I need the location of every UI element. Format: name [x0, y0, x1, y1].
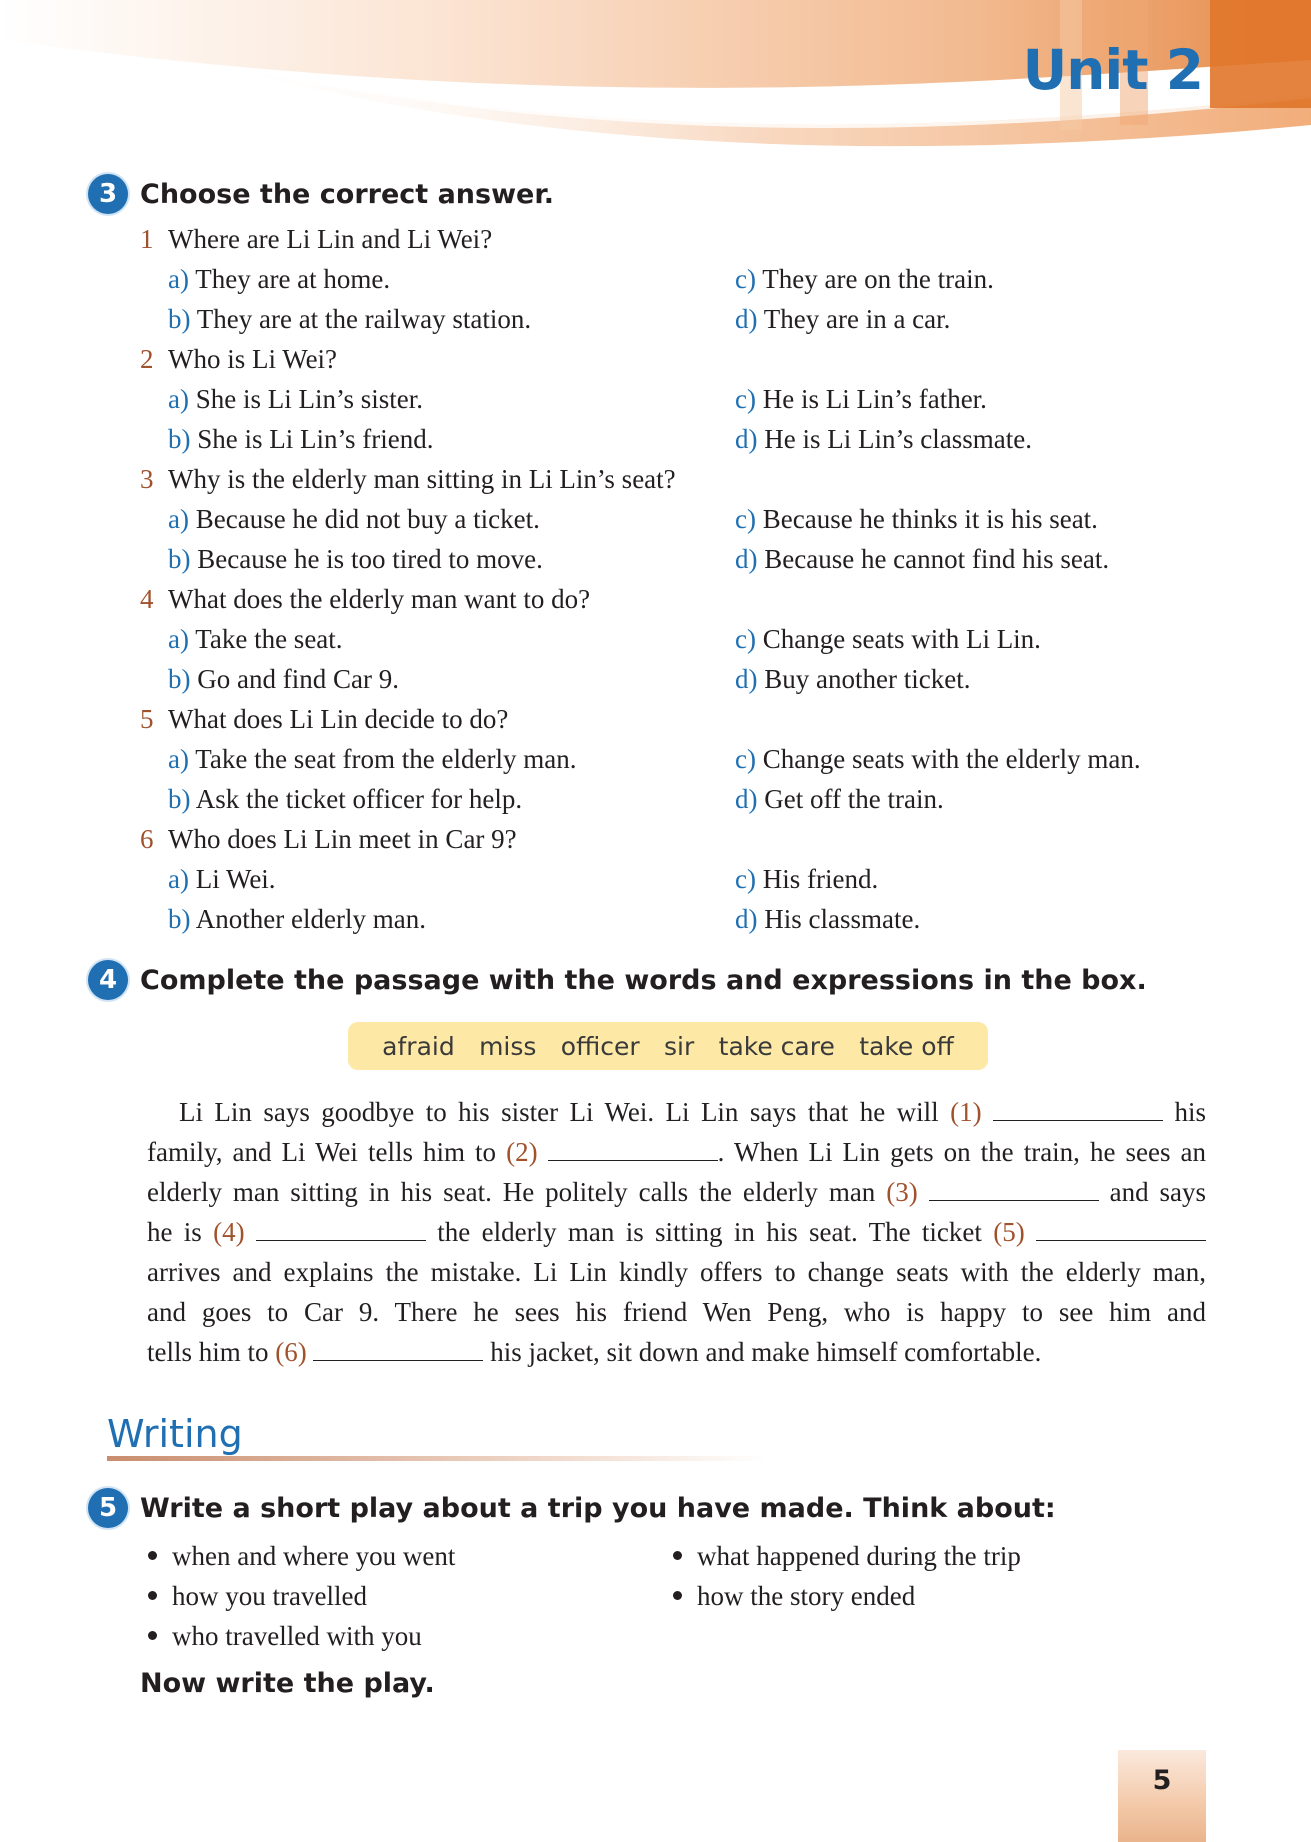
bullet-item — [148, 1536, 455, 1576]
option-letter: b) — [168, 304, 191, 334]
bullet-text: who travelled with you — [172, 1621, 422, 1651]
section-title: Write a short play about a trip you have made. Think about: — [140, 1492, 1056, 1524]
section-number-badge: 5 — [88, 1488, 128, 1528]
question-number: 6 — [140, 824, 154, 854]
question-4 — [140, 579, 590, 619]
bullet-text: how you travelled — [172, 1581, 367, 1611]
option-c — [735, 619, 1041, 659]
option-c — [735, 259, 994, 299]
question-number: 1 — [140, 224, 154, 254]
option-d — [735, 659, 970, 699]
option-text: He is Li Lin’s father. — [762, 384, 987, 414]
option-a — [168, 859, 276, 899]
option-b — [168, 659, 399, 699]
passage-text: tells him to — [147, 1337, 269, 1367]
option-text: Go and find Car 9. — [197, 664, 399, 694]
question-6 — [140, 819, 517, 859]
option-b — [168, 779, 522, 819]
passage-line — [147, 1092, 1206, 1132]
passage-text: elderly man sitting in his seat. He politely calls the elderly man — [147, 1177, 876, 1207]
option-text: They are on the train. — [762, 264, 994, 294]
option-letter: c) — [735, 624, 756, 654]
question-text: What does the elderly man want to do? — [168, 584, 591, 614]
bullet-dot — [673, 1591, 682, 1600]
bullet-text: how the story ended — [697, 1581, 916, 1611]
passage-line — [147, 1332, 1206, 1372]
bullet-item — [148, 1616, 422, 1656]
page-number-tab — [1118, 1750, 1206, 1842]
question-number: 2 — [140, 344, 154, 374]
section-5-header — [88, 1488, 1056, 1528]
option-letter: b) — [168, 424, 191, 454]
option-d — [735, 779, 944, 819]
option-text: They are at the railway station. — [196, 304, 532, 334]
option-d — [735, 419, 1032, 459]
option-text: She is Li Lin’s sister. — [195, 384, 423, 414]
option-text: Get off the train. — [764, 784, 944, 814]
option-text: Another elderly man. — [195, 904, 426, 934]
passage-text: the elderly man is sitting in his seat. The ticket — [437, 1217, 982, 1247]
option-text: Because he is too tired to move. — [197, 544, 543, 574]
question-number: 5 — [140, 704, 154, 734]
option-letter: d) — [735, 544, 758, 574]
option-text: Because he thinks it is his seat. — [762, 504, 1098, 534]
passage-text: his jacket, sit down and make himself comfortable. — [490, 1337, 1042, 1367]
blank-line — [256, 1213, 426, 1241]
passage-line — [147, 1132, 1206, 1172]
option-letter: a) — [168, 744, 189, 774]
word-item: miss — [479, 1031, 537, 1061]
bullet-dot — [673, 1551, 682, 1560]
word-item: sir — [664, 1031, 695, 1061]
option-a — [168, 379, 423, 419]
option-letter: b) — [168, 904, 191, 934]
option-letter: c) — [735, 384, 756, 414]
question-text: Who is Li Wei? — [168, 344, 338, 374]
question-3 — [140, 459, 676, 499]
bullet-item — [673, 1536, 1021, 1576]
option-b — [168, 539, 543, 579]
option-letter: d) — [735, 784, 758, 814]
option-b — [168, 899, 426, 939]
question-number: 3 — [140, 464, 154, 494]
option-c — [735, 499, 1098, 539]
passage-text: Li Lin says goodbye to his sister Li Wei. Li Lin says that he will — [179, 1097, 939, 1127]
blank-line — [313, 1333, 483, 1361]
word-item: officer — [560, 1031, 640, 1061]
option-letter: c) — [735, 864, 756, 894]
option-letter: d) — [735, 424, 758, 454]
option-letter: c) — [735, 504, 756, 534]
option-letter: c) — [735, 744, 756, 774]
option-letter: d) — [735, 304, 758, 334]
bullet-text: what happened during the trip — [697, 1541, 1021, 1571]
question-text: Who does Li Lin meet in Car 9? — [168, 824, 517, 854]
option-c — [735, 379, 987, 419]
option-a — [168, 499, 540, 539]
question-text: Why is the elderly man sitting in Li Lin’s seat? — [168, 464, 676, 494]
option-text: Change seats with Li Lin. — [762, 624, 1041, 654]
question-1 — [140, 219, 492, 259]
question-text: Where are Li Lin and Li Wei? — [168, 224, 493, 254]
option-text: His friend. — [762, 864, 879, 894]
option-letter: d) — [735, 664, 758, 694]
passage-text: . When Li Lin gets on the train, he sees an — [717, 1137, 1207, 1167]
unit-title: Unit 2 — [1022, 38, 1203, 102]
passage-text: his — [1174, 1097, 1207, 1127]
option-text: Li Wei. — [195, 864, 276, 894]
word-box — [348, 1022, 988, 1070]
bullet-item — [148, 1576, 367, 1616]
bullet-dot — [148, 1631, 157, 1640]
option-letter: b) — [168, 784, 191, 814]
option-text: Take the seat. — [195, 624, 343, 654]
option-letter: b) — [168, 544, 191, 574]
option-d — [735, 899, 920, 939]
option-letter: b) — [168, 664, 191, 694]
option-a — [168, 619, 343, 659]
passage-line — [147, 1172, 1206, 1212]
option-text: Because he did not buy a ticket. — [195, 504, 540, 534]
question-text: What does Li Lin decide to do? — [168, 704, 509, 734]
option-text: His classmate. — [764, 904, 921, 934]
section-title: Choose the correct answer. — [140, 178, 555, 210]
bullet-text: when and where you went — [172, 1541, 456, 1571]
option-text: She is Li Lin’s friend. — [197, 424, 434, 454]
option-a — [168, 259, 390, 299]
passage-line: and goes to Car 9. There he sees his friend Wen Peng, who is happy to see him and — [147, 1297, 1206, 1327]
section-number-badge: 4 — [88, 960, 128, 1000]
blank-label: (5) — [993, 1217, 1025, 1247]
header-banner — [0, 0, 1311, 160]
word-item: take care — [718, 1031, 835, 1061]
option-text: Take the seat from the elderly man. — [195, 744, 577, 774]
option-text: Because he cannot find his seat. — [764, 544, 1110, 574]
passage-text: family, and Li Wei tells him to — [147, 1137, 497, 1167]
option-c — [735, 739, 1141, 779]
section-4-header — [88, 960, 1147, 1000]
option-text: They are at home. — [195, 264, 391, 294]
blank-line — [993, 1093, 1163, 1121]
section-number-badge: 3 — [88, 174, 128, 214]
option-a — [168, 739, 576, 779]
question-2 — [140, 339, 337, 379]
blank-line — [1036, 1213, 1206, 1241]
option-letter: a) — [168, 504, 189, 534]
blank-line — [548, 1133, 718, 1161]
word-item: take off — [859, 1031, 954, 1061]
bullet-dot — [148, 1591, 157, 1600]
blank-label: (6) — [275, 1337, 307, 1367]
word-item: afraid — [382, 1031, 455, 1061]
blank-label: (1) — [950, 1097, 982, 1127]
option-d — [735, 299, 950, 339]
page-number: 5 — [1152, 1765, 1172, 1796]
option-b — [168, 299, 531, 339]
option-text: Buy another ticket. — [764, 664, 971, 694]
passage-line: arrives and explains the mistake. Li Lin kindly offers to change seats with the elderly man, — [147, 1257, 1206, 1287]
option-b — [168, 419, 433, 459]
passage-text: he is — [147, 1217, 202, 1247]
blank-label: (2) — [506, 1137, 538, 1167]
blank-label: (3) — [886, 1177, 918, 1207]
section-title: Complete the passage with the words and expressions in the box. — [140, 964, 1147, 996]
bullet-item — [673, 1576, 915, 1616]
option-letter: a) — [168, 624, 189, 654]
blank-label: (4) — [213, 1217, 245, 1247]
passage-line — [147, 1212, 1206, 1252]
option-letter: a) — [168, 384, 189, 414]
heading-underline — [107, 1456, 767, 1461]
section-3-header — [88, 174, 554, 214]
writing-heading: Writing — [107, 1412, 243, 1456]
option-text: Ask the ticket officer for help. — [195, 784, 523, 814]
question-number: 4 — [140, 584, 154, 614]
option-letter: a) — [168, 864, 189, 894]
option-text: He is Li Lin’s classmate. — [764, 424, 1032, 454]
passage-text: and says — [1109, 1177, 1207, 1207]
option-c — [735, 859, 878, 899]
blank-line — [929, 1173, 1099, 1201]
option-text: They are in a car. — [763, 304, 951, 334]
option-d — [735, 539, 1109, 579]
option-letter: a) — [168, 264, 189, 294]
bullet-dot — [148, 1551, 157, 1560]
option-text: Change seats with the elderly man. — [762, 744, 1141, 774]
option-letter: d) — [735, 904, 758, 934]
passage — [147, 1092, 1206, 1372]
question-5 — [140, 699, 508, 739]
option-letter: c) — [735, 264, 756, 294]
closing-instruction: Now write the play. — [140, 1668, 435, 1699]
